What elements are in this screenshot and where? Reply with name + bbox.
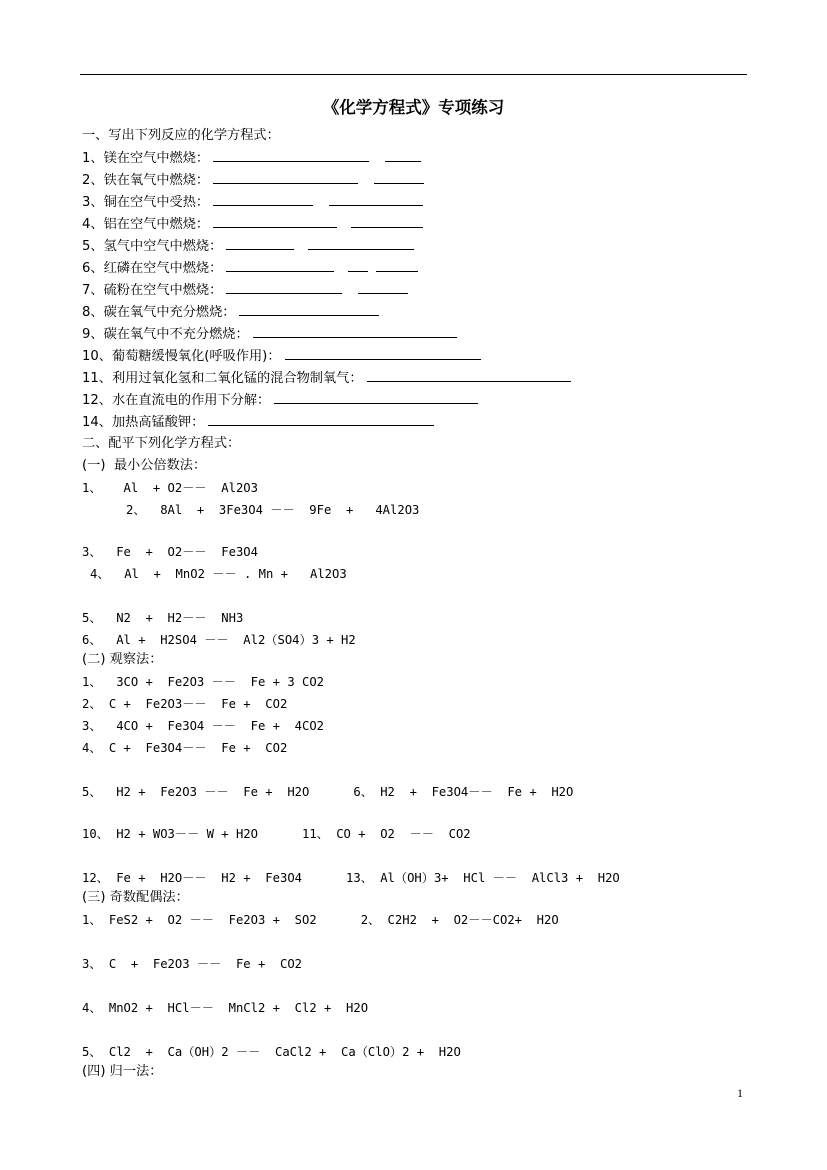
exercise-10 (82, 346, 481, 366)
answer-blank[interactable] (226, 236, 294, 250)
page-title: 《化学方程式》专项练习 (322, 98, 505, 117)
exercise-label: 1、镁在空气中燃烧： (82, 151, 210, 166)
exercise-3 (82, 192, 423, 212)
subsection-4-heading: (四) 归一法： (82, 1064, 163, 1079)
equation: 1、 FeS2 + O2 －－ Fe2O3 + SO2 2、 C2H2 + O2－－CO2+ H2O (82, 913, 559, 927)
equation: 3、 Fe + O2－－ Fe3O4 (82, 545, 258, 559)
section-2-heading: 二、配平下列化学方程式： (82, 436, 241, 451)
equation: 3、 C + Fe2O3 －－ Fe + CO2 (82, 957, 302, 971)
equation: 1、 Al + O2－－ Al2O3 (82, 481, 258, 495)
answer-blank[interactable] (351, 214, 423, 228)
equation: 3、 4CO + Fe3O4 －－ Fe + 4CO2 (82, 719, 325, 733)
answer-blank[interactable] (329, 192, 423, 206)
equation: 4、 C + Fe3O4－－ Fe + CO2 (82, 741, 288, 755)
header-rule (80, 74, 747, 75)
exercise-2 (82, 170, 424, 190)
exercise-label: 9、碳在氧气中不充分燃烧： (82, 327, 249, 342)
exercise-8 (82, 302, 379, 322)
equation: 1、 3CO + Fe2O3 －－ Fe + 3 CO2 (82, 675, 325, 689)
answer-blank[interactable] (213, 192, 313, 206)
answer-blank[interactable] (358, 280, 408, 294)
exercise-1 (82, 148, 421, 168)
answer-blank[interactable] (253, 324, 457, 338)
exercise-11 (82, 368, 571, 388)
equation: 12、 Fe + H2O－－ H2 + Fe3O4 13、 Al（OH）3+ HCl －－ AlCl3 + H2O (82, 871, 620, 885)
answer-blank[interactable] (367, 368, 571, 382)
answer-blank[interactable] (376, 258, 418, 272)
subsection-1-heading: (一) 最小公倍数法： (82, 458, 207, 473)
equation: 5、 Cl2 + Ca（OH）2 －－ CaCl2 + Ca（ClO）2 + H2O (82, 1045, 461, 1059)
exercise-14 (82, 412, 434, 432)
answer-blank[interactable] (239, 302, 379, 316)
equation: 5、 N2 + H2－－ NH3 (82, 611, 244, 625)
equation: 2、 C + Fe2O3－－ Fe + CO2 (82, 697, 288, 711)
exercise-6 (82, 258, 418, 278)
answer-blank[interactable] (226, 258, 334, 272)
exercise-label: 4、铝在空气中燃烧： (82, 217, 210, 232)
exercise-label: 8、碳在氧气中充分燃烧： (82, 305, 236, 320)
exercise-label: 5、氢气中空气中燃烧： (82, 239, 223, 254)
equation: 4、 MnO2 + HCl－－ MnCl2 + Cl2 + H2O (82, 1001, 369, 1015)
exercise-label: 6、红磷在空气中燃烧： (82, 261, 223, 276)
equation: 4、 Al + MnO2 －－ . Mn + Al2O3 (90, 567, 347, 581)
answer-blank[interactable] (213, 148, 369, 162)
exercise-4 (82, 214, 423, 234)
answer-blank[interactable] (348, 258, 368, 272)
answer-blank[interactable] (226, 280, 342, 294)
answer-blank[interactable] (385, 148, 421, 162)
equation: 2、 8Al + 3Fe3O4 －－ 9Fe + 4Al2O3 (126, 503, 420, 517)
subsection-2-heading: (二) 观察法： (82, 652, 163, 667)
exercise-5 (82, 236, 414, 256)
exercise-label: 10、葡萄糖缓慢氧化(呼吸作用)： (82, 349, 281, 364)
exercise-7 (82, 280, 408, 300)
equation: 6、 Al + H2SO4 －－ Al2（SO4）3 + H2 (82, 633, 356, 647)
answer-blank[interactable] (374, 170, 424, 184)
equation: 10、 H2 + WO3－－ W + H2O 11、 CO + O2 －－ CO2 (82, 827, 471, 841)
exercise-9 (82, 324, 457, 344)
equation: 5、 H2 + Fe2O3 －－ Fe + H2O 6、 H2 + Fe3O4－－ Fe + H2O (82, 785, 574, 799)
subsection-3-heading: (三) 奇数配偶法： (82, 890, 189, 905)
exercise-label: 14、加热高锰酸钾： (82, 415, 205, 430)
answer-blank[interactable] (213, 214, 337, 228)
answer-blank[interactable] (274, 390, 478, 404)
answer-blank[interactable] (213, 170, 358, 184)
exercise-label: 7、硫粉在空气中燃烧： (82, 283, 223, 298)
exercise-label: 2、铁在氧气中燃烧： (82, 173, 210, 188)
answer-blank[interactable] (285, 346, 481, 360)
page-number: 1 (737, 1086, 743, 1100)
answer-blank[interactable] (308, 236, 414, 250)
section-1-heading: 一、写出下列反应的化学方程式： (82, 128, 280, 143)
exercise-label: 12、水在直流电的作用下分解： (82, 393, 271, 408)
answer-blank[interactable] (208, 412, 434, 426)
exercise-12 (82, 390, 478, 410)
exercise-label: 11、利用过氧化氢和二氧化锰的混合物制氧气： (82, 371, 363, 386)
exercise-label: 3、铜在空气中受热： (82, 195, 210, 210)
